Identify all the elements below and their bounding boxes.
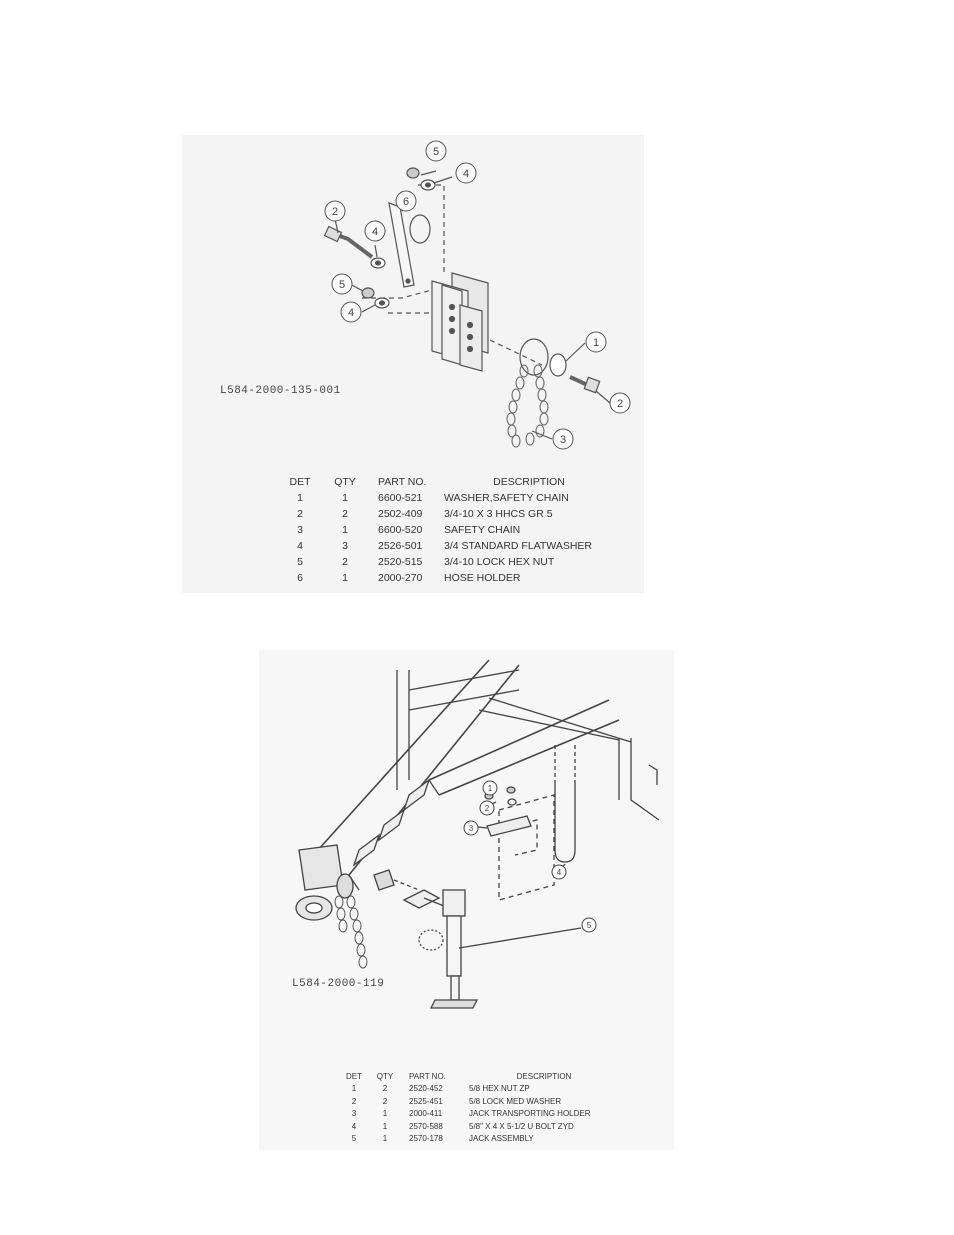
table-cell: 2 — [382, 1096, 388, 1106]
table-row — [282, 554, 614, 570]
table-cell: 2 — [297, 508, 303, 520]
callout-label: 1 — [487, 784, 493, 793]
table-cell: 4 — [297, 540, 303, 552]
table-cell: 2520-515 — [378, 556, 423, 568]
table-cell: 2526-501 — [378, 540, 423, 552]
table-row — [343, 1133, 619, 1146]
table-cell: 6 — [297, 572, 303, 584]
table-cell: 5/8 LOCK MED WASHER — [469, 1096, 562, 1106]
table-cell: HOSE HOLDER — [444, 572, 521, 584]
table-cell: 1 — [342, 492, 348, 504]
table-row — [282, 490, 614, 506]
column-header: DET — [346, 1071, 362, 1081]
table-cell: JACK TRANSPORTING HOLDER — [469, 1109, 591, 1119]
column-header: PART NO. — [409, 1071, 446, 1081]
table-cell: 5 — [297, 556, 303, 568]
table-cell: 2502-409 — [378, 508, 423, 520]
table-row — [282, 538, 614, 554]
table-cell: 1 — [297, 492, 303, 504]
callout-label: 5 — [338, 279, 346, 291]
callout-label: 5 — [432, 146, 440, 158]
table-cell: 1 — [342, 524, 348, 536]
parts-table — [282, 474, 614, 586]
table-cell: 6600-521 — [378, 492, 423, 504]
table-cell: 3/4-10 X 3 HHCS GR 5 — [444, 508, 553, 520]
callout-label: 6 — [402, 196, 410, 208]
table-cell: 3/4-10 LOCK HEX NUT — [444, 556, 555, 568]
table-row — [282, 570, 614, 586]
table-cell: SAFETY CHAIN — [444, 524, 521, 536]
table-cell: JACK ASSEMBLY — [469, 1134, 534, 1144]
callout-label: 4 — [371, 226, 379, 238]
table-cell: 2000-270 — [378, 572, 423, 584]
figure-jack-assembly — [259, 650, 674, 1150]
callout-label: 2 — [484, 804, 490, 813]
callout-label: 4 — [462, 168, 470, 180]
table-cell: 2570-588 — [409, 1121, 443, 1131]
table-cell: 5/8" X 4 X 5-1/2 U BOLT ZYD — [469, 1121, 574, 1131]
table-cell: 1 — [382, 1121, 388, 1131]
table-cell: 1 — [382, 1109, 388, 1119]
table-cell: 2520-452 — [409, 1084, 443, 1094]
callout-label: 3 — [559, 434, 567, 446]
column-header: DESCRIPTION — [516, 1071, 572, 1081]
table-cell: 5 — [351, 1134, 357, 1144]
table-cell: 2 — [342, 556, 348, 568]
table-header-row — [282, 474, 614, 490]
callout-label: 3 — [468, 824, 474, 833]
table-cell: 4 — [351, 1121, 357, 1131]
table-cell: WASHER,SAFETY CHAIN — [444, 492, 569, 504]
table-cell: 1 — [382, 1134, 388, 1144]
parts-table — [343, 1070, 619, 1145]
table-row — [282, 522, 614, 538]
column-header: DESCRIPTION — [493, 476, 565, 488]
callout-label: 4 — [556, 868, 562, 877]
table-cell: 2 — [351, 1096, 357, 1106]
table-cell: 2570-178 — [409, 1134, 443, 1144]
table-cell: 2 — [342, 508, 348, 520]
table-row — [282, 506, 614, 522]
table-cell: 6600-520 — [378, 524, 423, 536]
table-cell: 3 — [297, 524, 303, 536]
callout-label: 5 — [586, 921, 592, 930]
table-cell: 2 — [382, 1084, 388, 1094]
table-cell: 5/8 HEX NUT ZP — [469, 1084, 530, 1094]
callout-label: 2 — [331, 206, 339, 218]
figure-safety-chain — [182, 135, 644, 593]
table-row — [343, 1120, 619, 1133]
callout-label: 4 — [347, 307, 355, 319]
column-header: QTY — [376, 1071, 394, 1081]
column-header: DET — [289, 476, 311, 488]
table-row — [343, 1083, 619, 1096]
callout-label: 2 — [616, 398, 624, 410]
table-cell: 3 — [351, 1109, 357, 1119]
table-cell: 1 — [351, 1084, 357, 1094]
table-cell: 3 — [342, 540, 348, 552]
drawing-number: L584-2000-119 — [292, 978, 385, 990]
table-cell: 2525-451 — [409, 1096, 443, 1106]
table-cell: 2000-411 — [409, 1109, 443, 1119]
table-header-row — [343, 1070, 619, 1083]
table-row — [343, 1108, 619, 1121]
table-cell: 1 — [342, 572, 348, 584]
table-cell: 3/4 STANDARD FLATWASHER — [444, 540, 592, 552]
callout-label: 1 — [592, 337, 600, 349]
table-row — [343, 1095, 619, 1108]
drawing-number: L584-2000-135-001 — [220, 385, 341, 397]
column-header: QTY — [334, 476, 356, 488]
column-header: PART NO. — [378, 476, 427, 488]
